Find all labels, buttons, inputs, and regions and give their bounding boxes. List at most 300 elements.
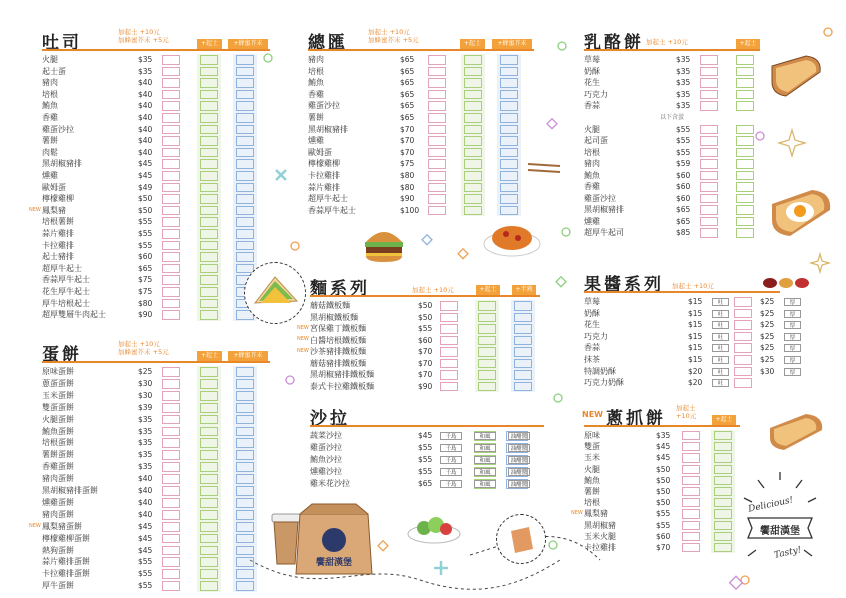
- cheese-box[interactable]: [464, 206, 482, 216]
- quantity-box[interactable]: [440, 347, 458, 357]
- mustard-box[interactable]: [500, 148, 518, 158]
- half-cooked-box[interactable]: [514, 347, 532, 357]
- quantity-box[interactable]: [700, 194, 718, 204]
- quantity-box[interactable]: [440, 359, 458, 369]
- quantity-box[interactable]: [162, 55, 180, 65]
- mustard-box[interactable]: [236, 391, 254, 401]
- quantity-box[interactable]: [162, 241, 180, 251]
- cheese-box[interactable]: [478, 324, 496, 334]
- mustard-box[interactable]: [236, 217, 254, 227]
- quantity-box[interactable]: [162, 557, 180, 567]
- cheese-box[interactable]: [200, 534, 218, 544]
- quantity-box[interactable]: [162, 534, 180, 544]
- quantity-box[interactable]: [162, 391, 180, 401]
- thick-type-tag[interactable]: 厚: [784, 310, 801, 318]
- cheese-box[interactable]: [478, 370, 496, 380]
- cheese-box[interactable]: [200, 310, 218, 320]
- mustard-box[interactable]: [236, 522, 254, 532]
- quantity-box[interactable]: [428, 183, 446, 193]
- dressing-tag[interactable]: 千島: [440, 456, 462, 464]
- deco-square: [547, 119, 557, 129]
- quantity-box[interactable]: [162, 287, 180, 297]
- cheese-box[interactable]: [478, 313, 496, 323]
- cheese-box[interactable]: [464, 101, 482, 111]
- item-name: 起士豬排: [42, 252, 74, 262]
- quantity-box[interactable]: [734, 309, 752, 319]
- cheese-box[interactable]: [200, 206, 218, 216]
- cheese-box[interactable]: [736, 101, 754, 111]
- item-name: 草莓: [584, 297, 600, 306]
- menu-list: [297, 300, 540, 392]
- cheese-box[interactable]: [478, 347, 496, 357]
- quantity-box[interactable]: [162, 217, 180, 227]
- cheese-box[interactable]: [200, 557, 218, 567]
- section-rule: [310, 425, 544, 427]
- cheese-box[interactable]: [464, 194, 482, 204]
- item-price: $15: [688, 297, 703, 306]
- cheese-box[interactable]: [714, 509, 732, 518]
- cheese-box[interactable]: [464, 67, 482, 77]
- mustard-box[interactable]: [236, 55, 254, 65]
- thick-type-tag[interactable]: 厚: [784, 298, 801, 306]
- thick-type-tag[interactable]: 厚: [784, 368, 801, 376]
- quantity-box[interactable]: [428, 148, 446, 158]
- item-price: $20: [688, 366, 703, 376]
- mustard-box[interactable]: [500, 67, 518, 77]
- cheese-box[interactable]: [200, 101, 218, 111]
- cheese-box[interactable]: [200, 581, 218, 591]
- sauce-dishes-icon: [762, 274, 810, 292]
- quantity-box[interactable]: [162, 78, 180, 88]
- mustard-box[interactable]: [500, 78, 518, 88]
- quantity-box[interactable]: [428, 206, 446, 216]
- quantity-box[interactable]: [682, 498, 700, 507]
- cheese-box[interactable]: [200, 125, 218, 135]
- dressing-tag[interactable]: 油醋醬: [508, 468, 530, 476]
- cheese-box[interactable]: [736, 194, 754, 204]
- quantity-box[interactable]: [162, 462, 180, 472]
- cheese-box[interactable]: [200, 194, 218, 204]
- mustard-box[interactable]: [236, 415, 254, 425]
- quantity-box[interactable]: [734, 378, 752, 388]
- half-cooked-box[interactable]: [514, 382, 532, 392]
- scallion-section: [571, 404, 740, 553]
- quantity-box[interactable]: [428, 113, 446, 123]
- quantity-box[interactable]: [162, 148, 180, 158]
- toast-type-tag[interactable]: 吐: [712, 298, 729, 306]
- cheese-box[interactable]: [200, 159, 218, 169]
- cheese-box[interactable]: [478, 359, 496, 369]
- quantity-box[interactable]: [682, 509, 700, 518]
- quantity-box[interactable]: [162, 299, 180, 309]
- mustard-box[interactable]: [236, 252, 254, 262]
- cheese-box[interactable]: [200, 136, 218, 146]
- cheese-box[interactable]: [464, 55, 482, 65]
- mustard-box[interactable]: [236, 546, 254, 556]
- cheese-box[interactable]: [736, 228, 754, 238]
- quantity-box[interactable]: [734, 297, 752, 307]
- cheese-box[interactable]: [200, 450, 218, 460]
- cheese-box[interactable]: [736, 171, 754, 181]
- mustard-box[interactable]: [236, 557, 254, 567]
- quantity-box[interactable]: [428, 136, 446, 146]
- cheese-box[interactable]: [200, 367, 218, 377]
- quantity-box[interactable]: [162, 379, 180, 389]
- quantity-box[interactable]: [162, 510, 180, 520]
- mustard-box[interactable]: [500, 55, 518, 65]
- cheese-box[interactable]: [464, 78, 482, 88]
- mustard-box[interactable]: [236, 148, 254, 158]
- thick-type-tag[interactable]: 厚: [784, 344, 801, 352]
- cheese-box[interactable]: [200, 415, 218, 425]
- section-rule: [584, 425, 740, 427]
- cheese-box[interactable]: [200, 486, 218, 496]
- cheese-box[interactable]: [464, 113, 482, 123]
- quantity-box[interactable]: [162, 498, 180, 508]
- quantity-box[interactable]: [428, 78, 446, 88]
- quantity-box[interactable]: [162, 171, 180, 181]
- menu-row: [42, 497, 270, 509]
- quantity-box[interactable]: [700, 67, 718, 77]
- cheese-box[interactable]: [714, 532, 732, 541]
- item-name: 厚牛蛋餅: [42, 581, 74, 591]
- quantity-box[interactable]: [700, 228, 718, 238]
- half-cooked-box[interactable]: [514, 301, 532, 311]
- dressing-tag[interactable]: 千島: [440, 468, 462, 476]
- mustard-box[interactable]: [236, 581, 254, 591]
- toast-type-tag[interactable]: 吐: [712, 356, 729, 364]
- dressing-tag[interactable]: 和風: [474, 444, 496, 452]
- quantity-box[interactable]: [428, 194, 446, 204]
- mustard-box[interactable]: [236, 379, 254, 389]
- mustard-box[interactable]: [236, 367, 254, 377]
- cheese-box[interactable]: [736, 159, 754, 169]
- quantity-box[interactable]: [440, 370, 458, 380]
- quantity-box[interactable]: [162, 159, 180, 169]
- quantity-box[interactable]: [700, 55, 718, 65]
- quantity-box[interactable]: [700, 78, 718, 88]
- cheese-box[interactable]: [200, 113, 218, 123]
- toast-type-tag[interactable]: 吐: [712, 321, 729, 329]
- quantity-box[interactable]: [700, 171, 718, 181]
- cheese-box[interactable]: [200, 462, 218, 472]
- mustard-box[interactable]: [236, 67, 254, 77]
- deco-circle: [291, 242, 299, 250]
- quantity-box[interactable]: [162, 275, 180, 285]
- mustard-box[interactable]: [236, 229, 254, 239]
- dressing-tag[interactable]: 和風: [474, 480, 496, 488]
- quantity-box[interactable]: [162, 101, 180, 111]
- cheese-box[interactable]: [736, 125, 754, 135]
- cheese-box[interactable]: [714, 476, 732, 485]
- mustard-box[interactable]: [236, 113, 254, 123]
- quantity-box[interactable]: [162, 581, 180, 591]
- quantity-box[interactable]: [162, 450, 180, 460]
- quantity-box[interactable]: [734, 343, 752, 353]
- menu-row: [310, 430, 544, 442]
- cheese-box[interactable]: [736, 67, 754, 77]
- quantity-box[interactable]: [700, 125, 718, 135]
- half-cooked-box[interactable]: [514, 313, 532, 323]
- mustard-box[interactable]: [236, 510, 254, 520]
- item-name: 雞蛋沙拉: [308, 101, 340, 111]
- cheese-box[interactable]: [200, 522, 218, 532]
- mustard-box[interactable]: [236, 136, 254, 146]
- quantity-box[interactable]: [700, 90, 718, 100]
- cheese-box[interactable]: [714, 442, 732, 451]
- mustard-box[interactable]: [500, 101, 518, 111]
- quantity-box[interactable]: [162, 67, 180, 77]
- cheese-box[interactable]: [464, 159, 482, 169]
- quantity-box[interactable]: [428, 125, 446, 135]
- mustard-box[interactable]: [236, 241, 254, 251]
- cheese-box[interactable]: [736, 148, 754, 158]
- cheese-box[interactable]: [714, 543, 732, 552]
- cheese-box[interactable]: [736, 217, 754, 227]
- cheese-box[interactable]: [736, 55, 754, 65]
- quantity-box[interactable]: [700, 101, 718, 111]
- deco-circle: [824, 28, 832, 36]
- quantity-box[interactable]: [682, 476, 700, 485]
- quantity-box[interactable]: [162, 403, 180, 413]
- thick-type-tag[interactable]: 厚: [784, 333, 801, 341]
- cheese-box[interactable]: [464, 183, 482, 193]
- item-name: 火腿: [42, 55, 58, 64]
- quantity-box[interactable]: [162, 264, 180, 274]
- cheese-box[interactable]: [200, 546, 218, 556]
- menu-row: [310, 381, 540, 393]
- quantity-box[interactable]: [162, 113, 180, 123]
- quantity-box[interactable]: [682, 465, 700, 474]
- cheese-box[interactable]: [478, 382, 496, 392]
- quantity-box[interactable]: [428, 159, 446, 169]
- cheese-box[interactable]: [464, 148, 482, 158]
- cheese-box[interactable]: [736, 205, 754, 215]
- quantity-box[interactable]: [734, 320, 752, 330]
- quantity-box[interactable]: [162, 206, 180, 216]
- toast-type-tag[interactable]: 吐: [712, 344, 729, 352]
- item-name: 蔬菜沙拉: [310, 431, 342, 440]
- section-rule: [42, 49, 270, 51]
- mustard-box[interactable]: [500, 90, 518, 100]
- cheese-box[interactable]: [736, 136, 754, 146]
- dressing-tag[interactable]: 千島: [440, 480, 462, 488]
- mustard-box[interactable]: [236, 90, 254, 100]
- quantity-box[interactable]: [162, 229, 180, 239]
- thick-type-tag[interactable]: 厚: [784, 321, 801, 329]
- cheese-box[interactable]: [714, 521, 732, 530]
- toast-type-tag[interactable]: 吐: [712, 333, 729, 341]
- thick-type-tag[interactable]: 厚: [784, 356, 801, 364]
- mustard-box[interactable]: [500, 136, 518, 146]
- quantity-box[interactable]: [700, 159, 718, 169]
- dressing-tag[interactable]: 油醋醬: [508, 444, 530, 452]
- half-cooked-box[interactable]: [514, 336, 532, 346]
- cheese-box[interactable]: [714, 453, 732, 462]
- quantity-box[interactable]: [682, 453, 700, 462]
- mustard-box[interactable]: [500, 125, 518, 135]
- half-cooked-box[interactable]: [514, 370, 532, 380]
- item-name: 火腿: [584, 124, 600, 134]
- cheese-box[interactable]: [736, 90, 754, 100]
- mustard-box[interactable]: [236, 569, 254, 579]
- half-cooked-box[interactable]: [514, 359, 532, 369]
- cheese-box[interactable]: [714, 465, 732, 474]
- quantity-box[interactable]: [734, 332, 752, 342]
- mustard-box[interactable]: [236, 534, 254, 544]
- quantity-box[interactable]: [682, 487, 700, 496]
- quantity-box[interactable]: [162, 438, 180, 448]
- quantity-box[interactable]: [440, 313, 458, 323]
- quantity-box[interactable]: [162, 522, 180, 532]
- mustard-box[interactable]: [236, 78, 254, 88]
- quantity-box[interactable]: [682, 431, 700, 440]
- item-name: 奶酥: [584, 66, 600, 76]
- quantity-box[interactable]: [162, 125, 180, 135]
- mustard-box[interactable]: [236, 183, 254, 193]
- quantity-box[interactable]: [162, 474, 180, 484]
- mustard-box[interactable]: [236, 194, 254, 204]
- quantity-box[interactable]: [162, 569, 180, 579]
- quantity-box[interactable]: [440, 324, 458, 334]
- quantity-box[interactable]: [440, 336, 458, 346]
- menu-row: [42, 147, 270, 159]
- cheese-box[interactable]: [200, 229, 218, 239]
- dressing-tag[interactable]: 油醋醬: [508, 480, 530, 488]
- quantity-box[interactable]: [682, 532, 700, 541]
- mustard-box[interactable]: [236, 498, 254, 508]
- dressing-tag[interactable]: 千島: [440, 444, 462, 452]
- cheese-box[interactable]: [464, 125, 482, 135]
- cheese-box[interactable]: [200, 241, 218, 251]
- cheese-box[interactable]: [200, 171, 218, 181]
- half-cooked-box[interactable]: [514, 324, 532, 334]
- mustard-box[interactable]: [236, 474, 254, 484]
- cheese-box[interactable]: [200, 275, 218, 285]
- cheese-box[interactable]: [200, 252, 218, 262]
- cheese-box[interactable]: [200, 287, 218, 297]
- quantity-box[interactable]: [682, 521, 700, 530]
- mustard-box[interactable]: [236, 450, 254, 460]
- cheese-box[interactable]: [200, 379, 218, 389]
- quantity-box[interactable]: [428, 171, 446, 181]
- quantity-box[interactable]: [162, 546, 180, 556]
- quantity-box[interactable]: [428, 90, 446, 100]
- quantity-box[interactable]: [162, 367, 180, 377]
- quantity-box[interactable]: [734, 367, 752, 377]
- quantity-box[interactable]: [162, 486, 180, 496]
- mustard-box[interactable]: [236, 101, 254, 111]
- cheese-box[interactable]: [736, 182, 754, 192]
- cheese-box[interactable]: [200, 427, 218, 437]
- mustard-box[interactable]: [236, 486, 254, 496]
- quantity-box[interactable]: [162, 194, 180, 204]
- cheese-box[interactable]: [464, 136, 482, 146]
- dressing-tag[interactable]: 和風: [474, 468, 496, 476]
- cheese-box[interactable]: [200, 67, 218, 77]
- cheese-box[interactable]: [478, 301, 496, 311]
- mustard-box[interactable]: [236, 125, 254, 135]
- quantity-box[interactable]: [162, 427, 180, 437]
- quantity-box[interactable]: [428, 67, 446, 77]
- quantity-box[interactable]: [700, 217, 718, 227]
- dressing-tag[interactable]: 和風: [474, 456, 496, 464]
- dressing-tag[interactable]: 油醋醬: [508, 432, 530, 440]
- mustard-box[interactable]: [236, 206, 254, 216]
- quantity-box[interactable]: [162, 136, 180, 146]
- quantity-box[interactable]: [700, 182, 718, 192]
- toast-type-tag[interactable]: 吐: [712, 379, 729, 387]
- mustard-box[interactable]: [236, 171, 254, 181]
- cheese-box[interactable]: [200, 55, 218, 65]
- quantity-box[interactable]: [162, 252, 180, 262]
- cheese-box[interactable]: [200, 299, 218, 309]
- item-price: $60: [418, 335, 433, 345]
- cheese-box[interactable]: [200, 78, 218, 88]
- mustard-box[interactable]: [236, 159, 254, 169]
- quantity-box[interactable]: [440, 301, 458, 311]
- mustard-box[interactable]: [500, 113, 518, 123]
- cheese-box[interactable]: [200, 438, 218, 448]
- quantity-box[interactable]: [162, 310, 180, 320]
- quantity-box[interactable]: [700, 136, 718, 146]
- cheese-box[interactable]: [464, 171, 482, 181]
- cheese-box[interactable]: [200, 217, 218, 227]
- mustard-box[interactable]: [236, 462, 254, 472]
- mustard-box[interactable]: [236, 427, 254, 437]
- quantity-box[interactable]: [162, 183, 180, 193]
- quantity-box[interactable]: [682, 543, 700, 552]
- cheese-box[interactable]: [200, 510, 218, 520]
- toast-type-tag[interactable]: 吐: [712, 310, 729, 318]
- mustard-box[interactable]: [236, 403, 254, 413]
- cheese-box[interactable]: [714, 498, 732, 507]
- dressing-tag[interactable]: 和風: [474, 432, 496, 440]
- cheese-box[interactable]: [714, 431, 732, 440]
- column-header: +半熟: [512, 285, 536, 295]
- quantity-box[interactable]: [162, 90, 180, 100]
- cheese-box[interactable]: [200, 474, 218, 484]
- cheese-box[interactable]: [200, 183, 218, 193]
- cheese-box[interactable]: [200, 391, 218, 401]
- cheese-box[interactable]: [464, 90, 482, 100]
- cheese-box[interactable]: [478, 336, 496, 346]
- quantity-box[interactable]: [162, 415, 180, 425]
- cheese-box[interactable]: [200, 90, 218, 100]
- cheese-box[interactable]: [200, 264, 218, 274]
- cheese-box[interactable]: [200, 569, 218, 579]
- quantity-box[interactable]: [700, 148, 718, 158]
- cheese-box[interactable]: [200, 498, 218, 508]
- quantity-box[interactable]: [734, 355, 752, 365]
- dressing-tag[interactable]: 油醋醬: [508, 456, 530, 464]
- toast-type-tag[interactable]: 吐: [712, 368, 729, 376]
- dressing-tag[interactable]: 千島: [440, 432, 462, 440]
- quantity-box[interactable]: [428, 101, 446, 111]
- cheese-box[interactable]: [714, 487, 732, 496]
- quantity-box[interactable]: [682, 442, 700, 451]
- cheese-box[interactable]: [200, 148, 218, 158]
- mustard-box[interactable]: [236, 438, 254, 448]
- menu-row: [308, 135, 534, 147]
- item-price: $35: [676, 78, 691, 87]
- item-price: $35: [138, 438, 153, 448]
- cheese-box[interactable]: [200, 403, 218, 413]
- quantity-box[interactable]: [428, 55, 446, 65]
- quantity-box[interactable]: [440, 382, 458, 392]
- quantity-box[interactable]: [700, 205, 718, 215]
- cheese-box[interactable]: [736, 78, 754, 88]
